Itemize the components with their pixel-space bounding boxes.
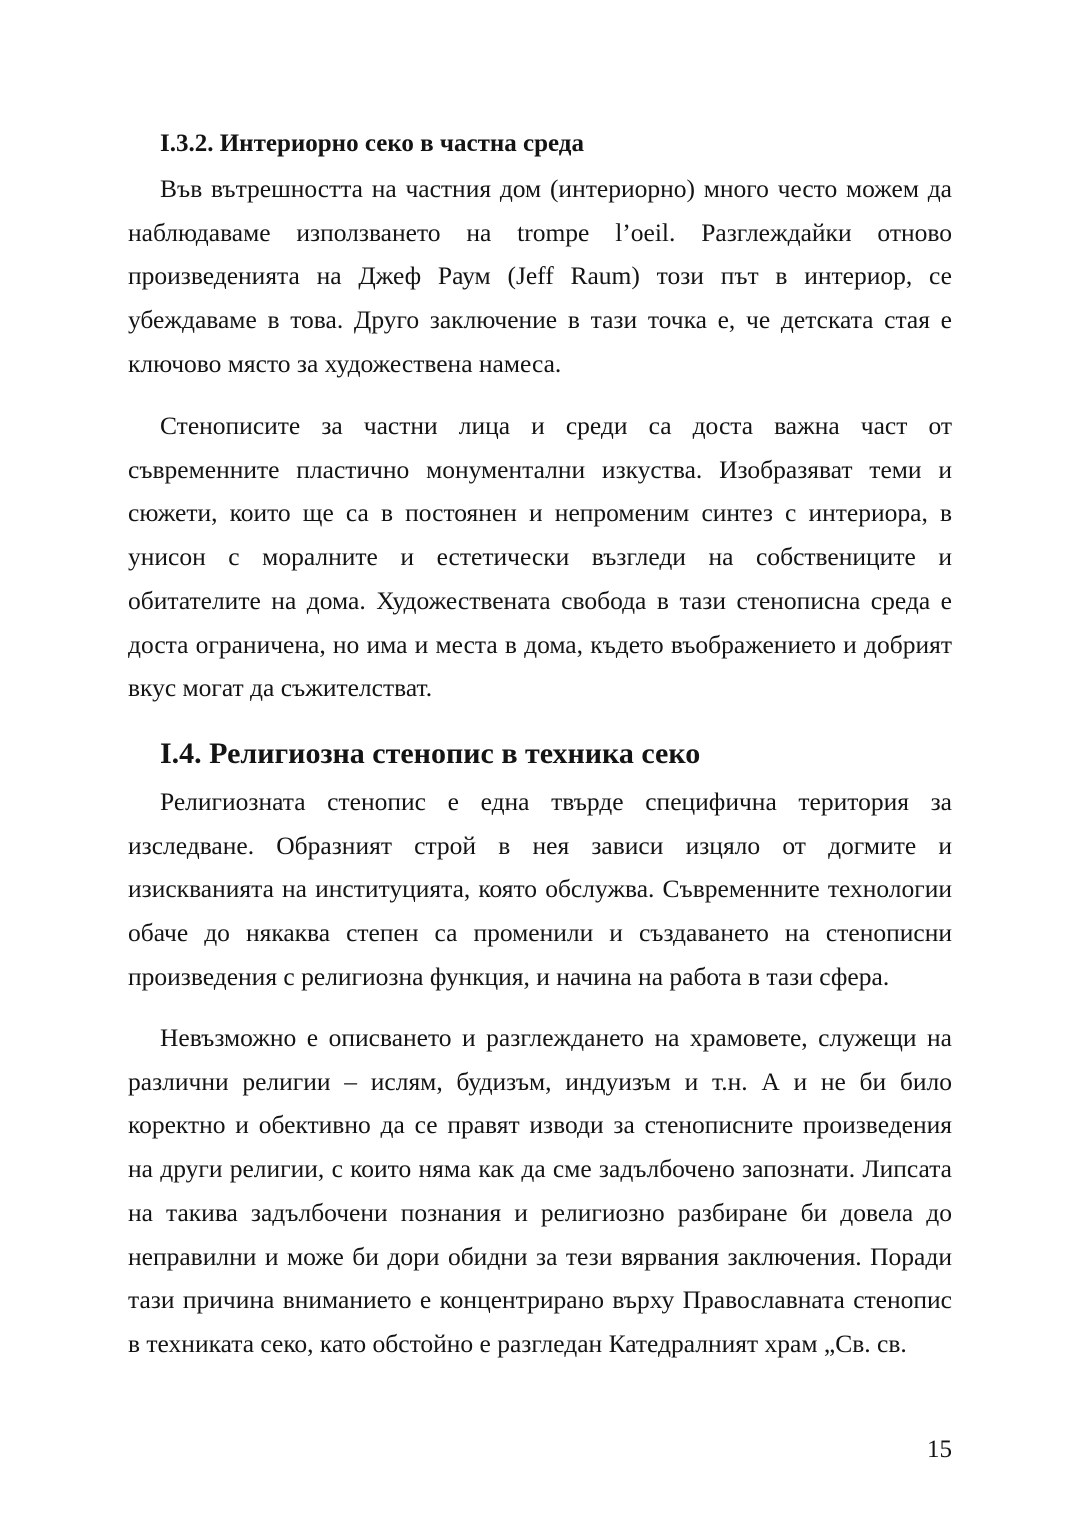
paragraph: Стенописите за частни лица и среди са доста важна част от съвременните пластично монументални изкуства. Изобразяват теми и сюжети, които ще са в постоянен и непроменим синтез с интериора, в унисон с моралните и естетически възгледи на собствениците и обитателите на дома. Художествената свобода в тази стенописна среда е доста ограничена, но има и места в дома, където въображението и добрият вкус могат да съжителстват. [128, 411, 952, 703]
section-heading-interior-secco: I.3.2. Интериорно секо в частна среда [160, 130, 584, 157]
paragraph: Във вътрешността на частния дом (интериорно) много често можем да наблюдаваме използването на trompe l’oeil. Разглеждайки отново произведенията на Джеф Раум (Jeff Raum) този път в интериор, се убеждаваме в това. Друго заключение в тази точка е, че детската стая е ключово място за художествена намеса. [128, 174, 952, 378]
page-number: 15 [927, 1436, 952, 1463]
section-heading-religious-mural: I.4. Религиозна стенопис в техника секо [160, 737, 701, 770]
paragraph: Невъзможно е описването и разглеждането на храмовете, служещи на различни религии – ислям, будизъм, индуизъм и т.н. А и не би било коректно и обективно да се правят изводи за стенописните произведения на други религии, с които няма как да сме задълбочено запознати. Липсата на такива задълбочени познания и религиозно разбиране би довела до неправилни и може би дори обидни за тези вярвания заключения. Поради тази причина вниманието е концентрирано върху Православната стенопис в техниката секо, като обстойно е разгледан Катедралният храм „Св. св. [128, 1023, 952, 1358]
paragraph: Религиозната стенопис е една твърде специфична територия за изследване. Образният строй в нея зависи изцяло от догмите и изискванията на институцията, която обслужва. Съвременните технологии обаче до някаква степен са променили и създаването на стенописни произведения с религиозна функция, и начина на работа в тази сфера. [128, 787, 952, 991]
